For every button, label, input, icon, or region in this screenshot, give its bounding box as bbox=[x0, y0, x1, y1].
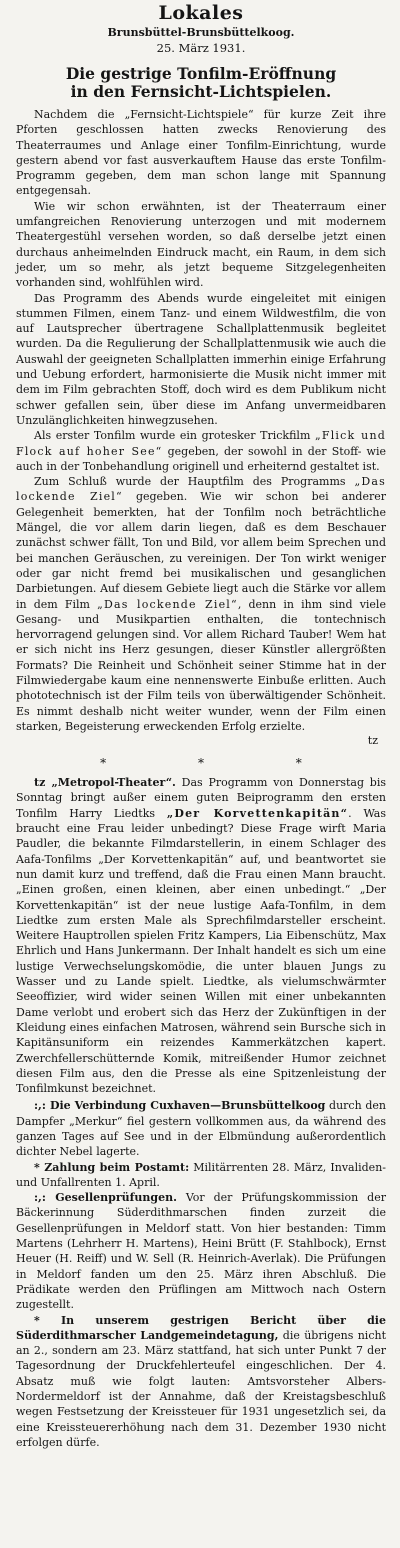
text-run: gegeben, der sowohl in der Stoff- wie auch in der Tonbehandlung originell und erheiternd gestaltet ist. bbox=[16, 444, 386, 473]
notice bbox=[16, 1190, 386, 1312]
text-run: Vor der Prüfungskommission der Bäckerinnung Süderdithmarschen finden zurzeit die Gesellenprüfungen in Meldorf statt. Von hier bestanden: Timm Martens (Lehrherr H. Martens), Heini Brütt (F. Stahlbock), Ernst Heuer (H. Reiff) und W. Sell (R. Heinrich-Averlak). Die Prüfungen in Meldorf fanden um den 25. März ihren Abschluß. Die Prädikate werden den Prüflingen am Mittwoch nach Ostern zugestellt. bbox=[16, 1191, 386, 1312]
article-metropol bbox=[16, 775, 386, 1096]
film-title: „Der Korvettenkapitän“ bbox=[166, 806, 349, 820]
text-run: . Was braucht eine Frau leider unbedingt? Diese Frage wirft Maria Paudler, die bekannte Filmdarstellerin, in einem Schlager des Aafa-Tonfilms „Der Korvettenkapitän“ auf, und beantwortet sie nun damit kurz und treffend, daß die Frau einen Mann braucht. „Einen großen, einen kleinen, aber einen unbedingt.“ „Der Korvettenkapitän“ ist der neue lustige Aafa-Tonfilm, in dem Liedtke zum ersten Male als Sprechfilmdarsteller erscheint. Weitere Hauptrollen spielen Fritz Kampers, Lia Eibenschütz, Max Ehrlich und Hans Junkermann. Der Inhalt handelt es sich um eine lustige Verwechselungskomödie, die unter blauen Jungs zu Wasser und zu Lande spielt. Liedtke, als vielumschwärmter Seeoffizier, wird wider seinen Willen mit einer unbekannten Dame verlobt und erobert sich das Herz der Zukünftigen in der Kleidung eines einfachen Matrosen, während sein Bursche sich in Kapitänsuniform ein reizendes Kammerkätzchen kapert. Zwerchfellerschütternde Komik, mitreißender Humor zeichnet diesen Film aus, den die Presse als eine Spitzenleistung der Tonfilmkunst bezeichnet. bbox=[16, 806, 387, 1096]
notice-lead: * In unserem gestrigen Bericht über die Süderdithmarscher Landgemeindetagung, bbox=[16, 1313, 386, 1342]
article-tonfilm bbox=[16, 107, 386, 747]
masthead bbox=[16, 0, 386, 55]
paragraph: Wie wir schon erwähnten, ist der Theaterraum einer umfangreichen Renovierung unterzogen und mit modernem Theatergestühl versehen worden, so daß derselbe jetzt einen durchaus anheimelnden Eindruck macht, ein Raum, in dem sich jeder, um so mehr, als jetzt bequeme Sitzgelegenheiten vorhanden sind, wohlfühlen wird. bbox=[16, 199, 386, 290]
dateline-place: Brunsbüttel-Brunsbüttelkoog. bbox=[107, 26, 295, 39]
headline-line-1: Die gestrige Tonfilm-Eröffnung bbox=[65, 64, 337, 83]
film-title: „Flick und Flock auf hoher See“ bbox=[16, 429, 386, 458]
dateline-date: 25. März 1931. bbox=[156, 41, 246, 55]
headline-line-2: in den Fernsicht-Lichtspielen. bbox=[70, 82, 332, 101]
film-title: „Das lockende Ziel“ bbox=[16, 475, 386, 504]
notice-lead: :,: Die Verbindung Cuxhaven—Brunsbüttelkoog bbox=[34, 1099, 326, 1113]
notice bbox=[16, 1098, 386, 1159]
notice-lead: :,: Gesellenprüfungen. bbox=[34, 1191, 177, 1205]
text-run: , denn in ihm sind viele Gesang- und Musikpartien enthalten, die tontechnisch hervorragend gelungen sind. Vor allem Richard Tauber! Wem hat er sich nicht ins Herz gesungen, dieser Künstler allergrößten Formats? Die Reinheit und Schönheit seiner Stimme hat in der Filmwiedergabe kaum eine nennenswerte Einbuße erlitten. Auch phototechnisch ist der Film teils von überwältigender Schönheit. Es nimmt deshalb nicht weiter wunder, wenn der Film einen starken, Begeisterung erweckenden Erfolg erzielte. bbox=[16, 597, 386, 733]
section-title: Lokales bbox=[158, 2, 244, 24]
article-lead: tz „Metropol-Theater“. bbox=[34, 776, 176, 790]
film-title: „Das lockende Ziel“ bbox=[97, 597, 238, 611]
paragraph bbox=[16, 428, 386, 474]
author-signature: tz bbox=[367, 734, 378, 748]
text-run: Zum Schluß wurde der Hauptfilm des Programms bbox=[34, 475, 355, 489]
text-run: gegeben. Wie wir schon bei anderer Gelegenheit bemerkten, hat der Tonfilm noch beträchtliche Mängel, die vor allem darin liegen, daß es dem Beschauer zunächst schwer fällt, Ton und Bild, vor allem beim Sprechen und bei manchen Geräuschen, zu vereinigen. Der Ton wirkt weniger oder gar nicht fremd bei musikalischen und gesanglichen Darbietungen. Auf diesem Gebiete liegt auch die Stärke vor allem in dem Film bbox=[16, 490, 386, 611]
paragraph bbox=[16, 775, 386, 1096]
article-headline bbox=[16, 65, 386, 101]
text-run: Das Programm von Donnerstag bis Sonntag bringt außer einem guten Beiprogramm den ersten Tonfilm Harry Liedtks bbox=[16, 776, 386, 820]
notice-lead: * Zahlung beim Postamt: bbox=[34, 1160, 190, 1174]
notice bbox=[16, 1313, 386, 1451]
notice bbox=[16, 1160, 386, 1191]
text-run: Als erster Tonfilm wurde ein grotesker Trickfilm bbox=[34, 429, 315, 443]
paragraph: Das Programm des Abends wurde eingeleitet mit einigen stummen Filmen, einem Tanz- und einem Wildwestfilm, die von auf Lautsprecher übertragene Schallplattenmusik begleitet wurden. Da die Regulierung der Schallplattenmusik wie auch die Auswahl der geeigneten Schallplatten immerhin einige Erfahrung und Uebung erfordert, harmonisierte die Musik nicht immer mit dem im Film gebrachten Stoff, doch wird es dem Publikum nicht schwer gefallen sein, über diese im Anfang unvermeidbaren Unzulänglichkeiten hinwegzusehen. bbox=[16, 291, 386, 427]
paragraph bbox=[16, 474, 386, 734]
paragraph: Nachdem die „Fernsicht-Lichtspiele“ für kurze Zeit ihre Pforten geschlossen hatten zwecks Renovierung des Theaterraumes und Anlage einer Tonfilm-Einrichtung, wurde gestern abend vor fast ausverkauftem Hause das erste Tonfilm-Programm gegeben, dem man schon lange mit Spannung entgegensah. bbox=[16, 108, 386, 198]
text-run: durch den Dampfer „Merkur“ fiel gestern vollkommen aus, da während des ganzen Tages auf See und in der Elbmündung außerordentlich dichter Nebel lagerte. bbox=[16, 1099, 386, 1159]
section-divider: * * * bbox=[100, 756, 346, 771]
local-notices bbox=[16, 1098, 386, 1450]
text-run: Militärrenten 28. März, Invaliden- und Unfallrenten 1. April. bbox=[16, 1160, 386, 1189]
text-run: die übrigens nicht an 2., sondern am 23. März stattfand, hat sich unter Punkt 7 der Tagesordnung der Druckfehlerteufel eingeschlichen. Der 4. Absatz muß wie folgt lauten: Amtsvorsteher Albers-Nordermeldorf ist der Annahme, daß der Kreistagsbeschluß wegen Festsetzung der Kreissteuer für 1931 ungesetzlich sei, da eine Kreissteuererhöhung nach dem 31. Dezember 1930 nicht erfolgen dürfe. bbox=[16, 1328, 386, 1449]
